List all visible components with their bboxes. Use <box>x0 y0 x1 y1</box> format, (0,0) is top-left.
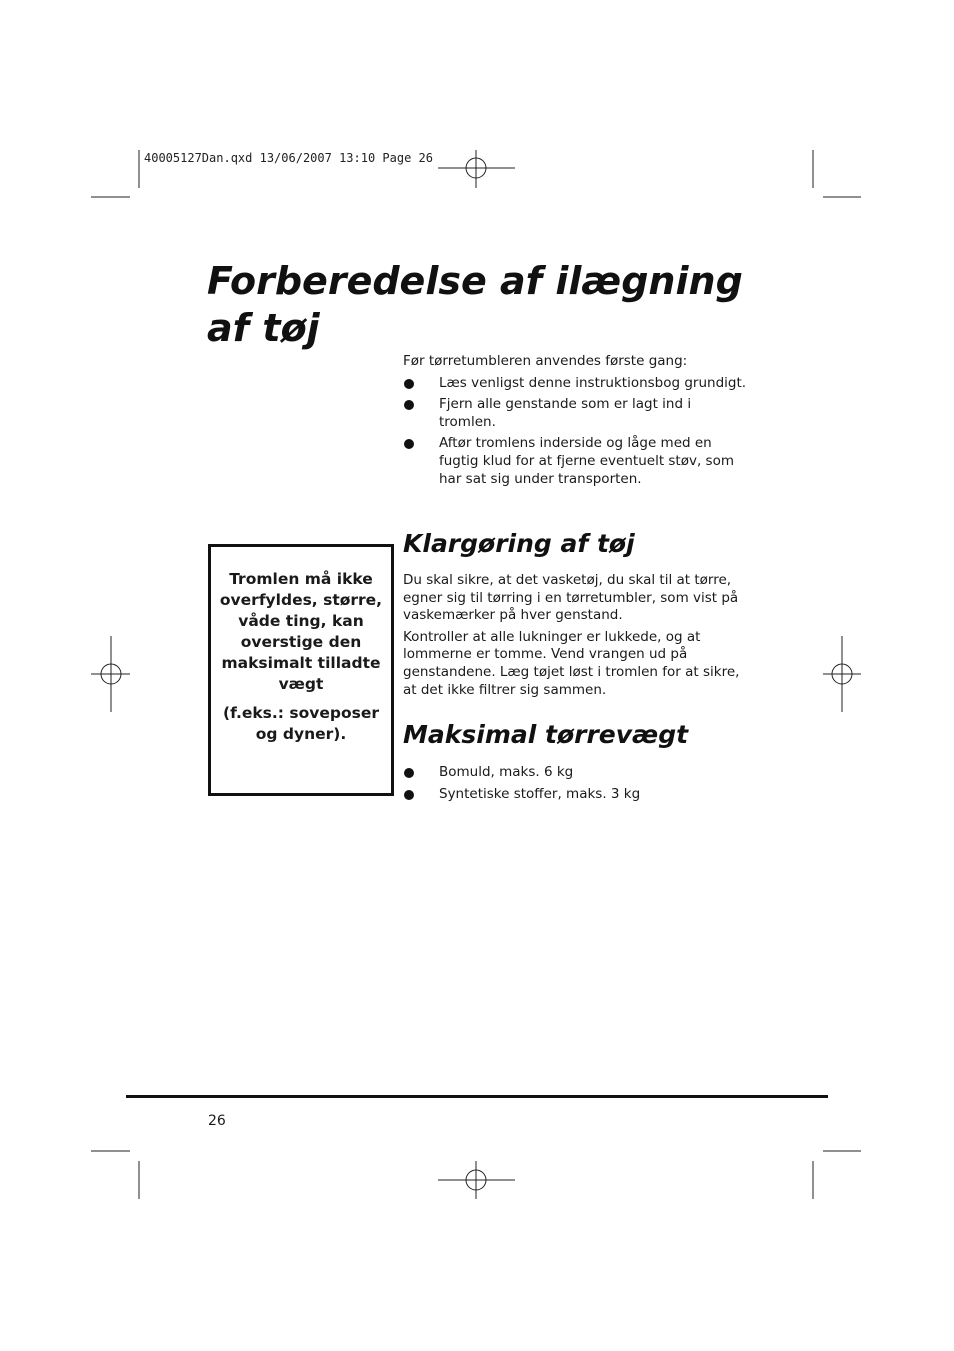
section-maksimal <box>403 720 748 803</box>
warning-example: (f.eks.: soveposer og dyner). <box>222 704 379 743</box>
intro-block <box>403 353 748 488</box>
bullet-icon <box>404 379 414 389</box>
page-number: 26 <box>208 1113 226 1129</box>
intro-list <box>403 375 748 489</box>
file-slug: 40005127Dan.qxd 13/06/2007 13:10 Page 26 <box>144 151 433 165</box>
warning-box <box>208 544 394 796</box>
section-klargoring <box>403 529 748 699</box>
section-paragraph: Kontroller at alle lukninger er lukkede, og at lommerne er tomme. Vend vrangen ud på genstandene. Læg tøjet løst i tromlen for at sikre, at det ikke filtrer sig sammen. <box>403 628 740 698</box>
intro-lead: Før tørretumbleren anvendes første gang: <box>403 353 688 369</box>
bullet-icon <box>404 790 414 800</box>
bullet-icon <box>404 768 414 778</box>
page-title: Forberedelse af ilægning af tøj <box>207 259 743 350</box>
list-item: Læs venligst denne instruktionsbog grundigt. <box>403 375 748 393</box>
list-item: Fjern alle genstande som er lagt ind i tromlen. <box>403 396 748 431</box>
weight-list <box>403 764 748 803</box>
bullet-icon <box>404 400 414 410</box>
section-heading: Klargøring af tøj <box>403 529 635 558</box>
footer-rule <box>126 1095 828 1098</box>
list-item: Aftør tromlens inderside og låge med en fugtig klud for at fjerne eventuelt støv, som har sat sig under transporten. <box>403 435 748 488</box>
bullet-icon <box>404 439 414 449</box>
section-paragraph: Du skal sikre, at det vasketøj, du skal til at tørre, egner sig til tørring i en tørretumbler, som vist på vaskemærker på hver genstand. <box>403 572 739 624</box>
list-item: Bomuld, maks. 6 kg <box>403 764 748 782</box>
section-heading: Maksimal tørrevægt <box>403 720 689 749</box>
warning-text: Tromlen må ikke overfyldes, større, våde ting, kan overstige den maksimalt tilladte vægt <box>219 570 383 693</box>
list-item: Syntetiske stoffer, maks. 3 kg <box>403 786 748 804</box>
